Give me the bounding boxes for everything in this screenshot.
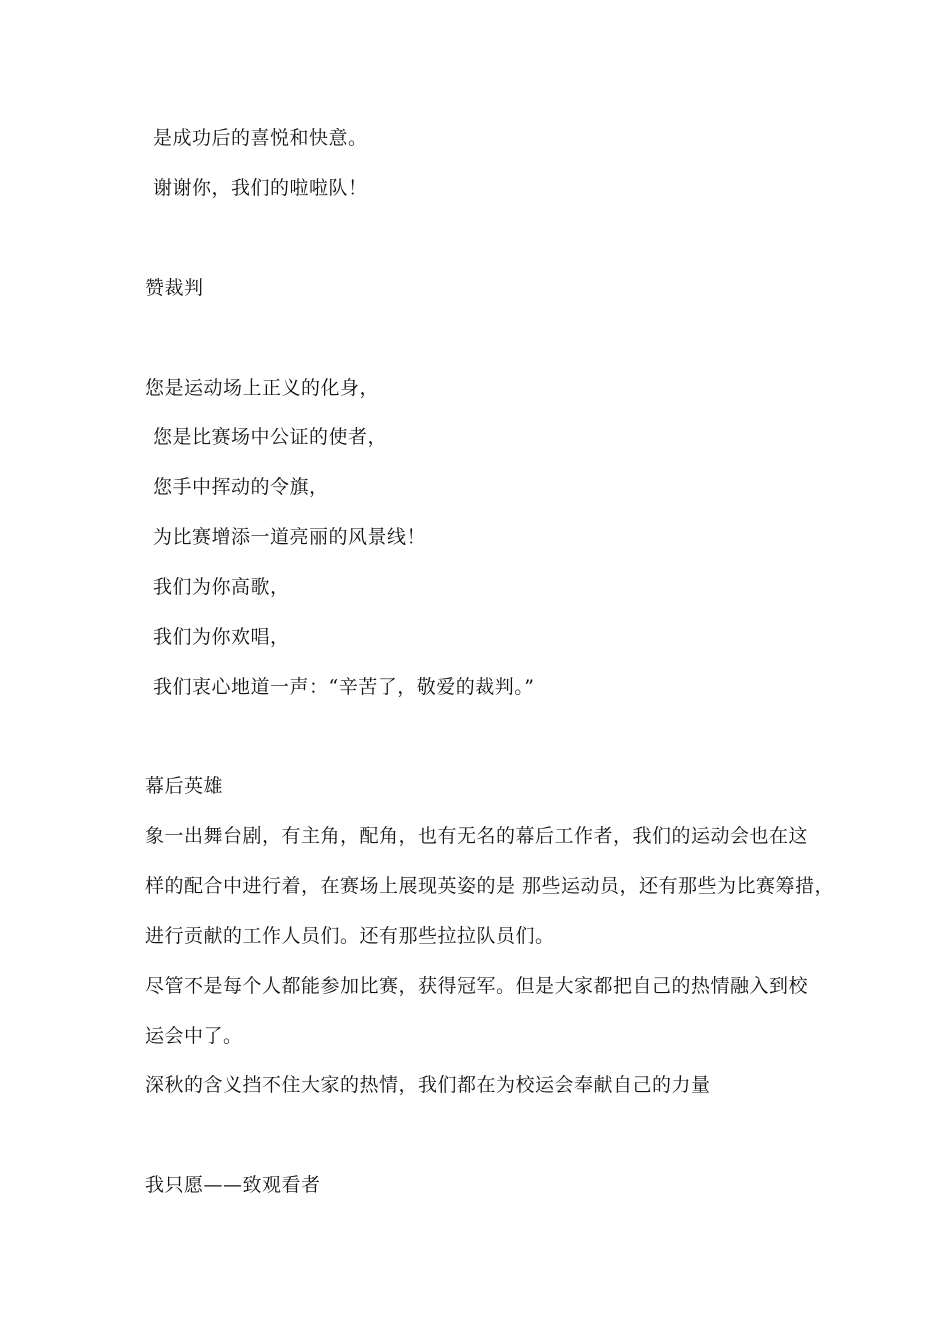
paragraph-line: 运会中了。 [145,1025,243,1047]
poem-line: 您是运动场上正义的化身， [145,377,380,399]
poem-line: 我们衷心地道一声：“辛苦了，敬爱的裁判。” [153,676,535,698]
section-title-heroes: 幕后英雄 [145,775,224,797]
poem-line: 为比赛增添一道亮丽的风景线！ [153,526,427,548]
poem-line: 是成功后的喜悦和快意。 [153,127,368,149]
paragraph-line: 样的配合中进行着，在赛场上展现英姿的是 那些运动员，还有那些为比赛筹措， [145,875,835,897]
paragraph-line: 深秋的含义挡不住大家的热情，我们都在为校运会奉献自己的力量 [145,1074,711,1096]
poem-line: 您手中挥动的令旗， [153,476,329,498]
section-title-referee: 赞裁判 [145,277,204,299]
poem-line: 我们为你欢唱， [153,626,290,648]
paragraph-line: 尽管不是每个人都能参加比赛，获得冠军。但是大家都把自己的热情融入到校 [145,975,809,997]
poem-line: 谢谢你，我们的啦啦队！ [153,177,368,199]
poem-line: 我们为你高歌， [153,576,290,598]
poem-line: 您是比赛场中公证的使者， [153,426,388,448]
paragraph-line: 象一出舞台剧，有主角，配角，也有无名的幕后工作者，我们的运动会也在这 [145,825,809,847]
paragraph-line: 进行贡献的工作人员们。还有那些拉拉队员们。 [145,925,555,947]
section-title-spectators: 我只愿——致观看者 [145,1174,321,1196]
